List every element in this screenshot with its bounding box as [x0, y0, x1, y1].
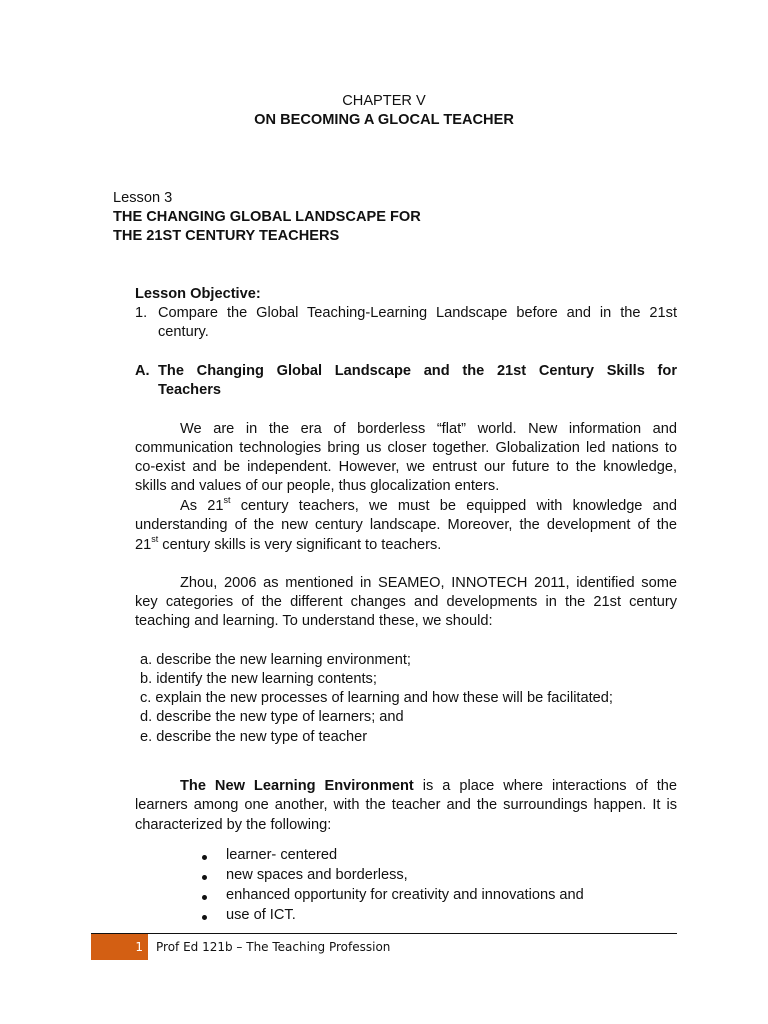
para1-line2: communication technologies bring us closer together. Globalization led nations to — [135, 440, 677, 456]
objective-item-number: 1. — [135, 305, 148, 321]
chapter-label: CHAPTER V — [342, 93, 426, 109]
page-number: 1 — [135, 940, 143, 954]
para1-line1: We are in the era of borderless “flat” world. New information and — [180, 421, 677, 437]
section-a-heading-line1: The Changing Global Landscape and the 21st Century Skills for — [158, 363, 677, 379]
lesson-label: Lesson 3 — [113, 190, 173, 206]
bullet-icon — [202, 915, 207, 920]
para2-line2: understanding of the new century landscape. Moreover, the development of the — [135, 517, 677, 533]
objective-item-line2: century. — [158, 324, 209, 340]
section-a-label: A. — [135, 363, 150, 379]
list-item: d. describe the new type of learners; and — [140, 709, 404, 725]
para1-line3: co-exist and be independent. However, we entrust our future to the knowledge, — [135, 459, 677, 475]
list-item: e. describe the new type of teacher — [140, 729, 368, 745]
para2-line3: 21st century skills is very significant to teachers. — [135, 534, 442, 553]
para3-line1: Zhou, 2006 as mentioned in SEAMEO, INNOTECH 2011, identified some — [180, 575, 677, 591]
bullet-icon — [202, 855, 207, 860]
lesson-title-line1: THE CHANGING GLOBAL LANDSCAPE FOR — [113, 209, 421, 225]
list-item: a. describe the new learning environment; — [140, 652, 411, 668]
para2-line1: As 21st century teachers, we must be equipped with knowledge and — [180, 495, 677, 514]
bullet-icon — [202, 875, 207, 880]
bullet-icon — [202, 895, 207, 900]
bullet-item: learner- centered — [226, 847, 337, 863]
bullet-item: enhanced opportunity for creativity and innovations and — [226, 887, 584, 903]
objective-item-line1: Compare the Global Teaching-Learning Landscape before and in the 21st — [158, 305, 677, 321]
list-item: c. explain the new processes of learning and how these will be facilitated; — [140, 690, 613, 706]
objective-heading: Lesson Objective: — [135, 286, 261, 302]
bullet-item: use of ICT. — [226, 907, 296, 923]
para3-line3: teaching and learning. To understand these, we should: — [135, 613, 493, 629]
chapter-title: ON BECOMING A GLOCAL TEACHER — [254, 112, 514, 128]
footer-text: Prof Ed 121b – The Teaching Profession — [156, 940, 391, 954]
list-item: b. identify the new learning contents; — [140, 671, 377, 687]
lesson-title-line2: THE 21ST CENTURY TEACHERS — [113, 228, 340, 244]
para4-line1: The New Learning Environment is a place where interactions of the — [180, 778, 678, 794]
section-a-heading-line2: Teachers — [158, 382, 222, 398]
para3-line2: key categories of the different changes and developments in the 21st century — [135, 594, 677, 610]
para4-line2: learners among one another, with the teacher and the surroundings happen. It is — [135, 797, 677, 813]
para4-line3: characterized by the following: — [135, 817, 332, 833]
para1-line4: skills and values of our people, thus glocalization enters. — [135, 478, 500, 494]
bullet-item: new spaces and borderless, — [226, 867, 408, 883]
